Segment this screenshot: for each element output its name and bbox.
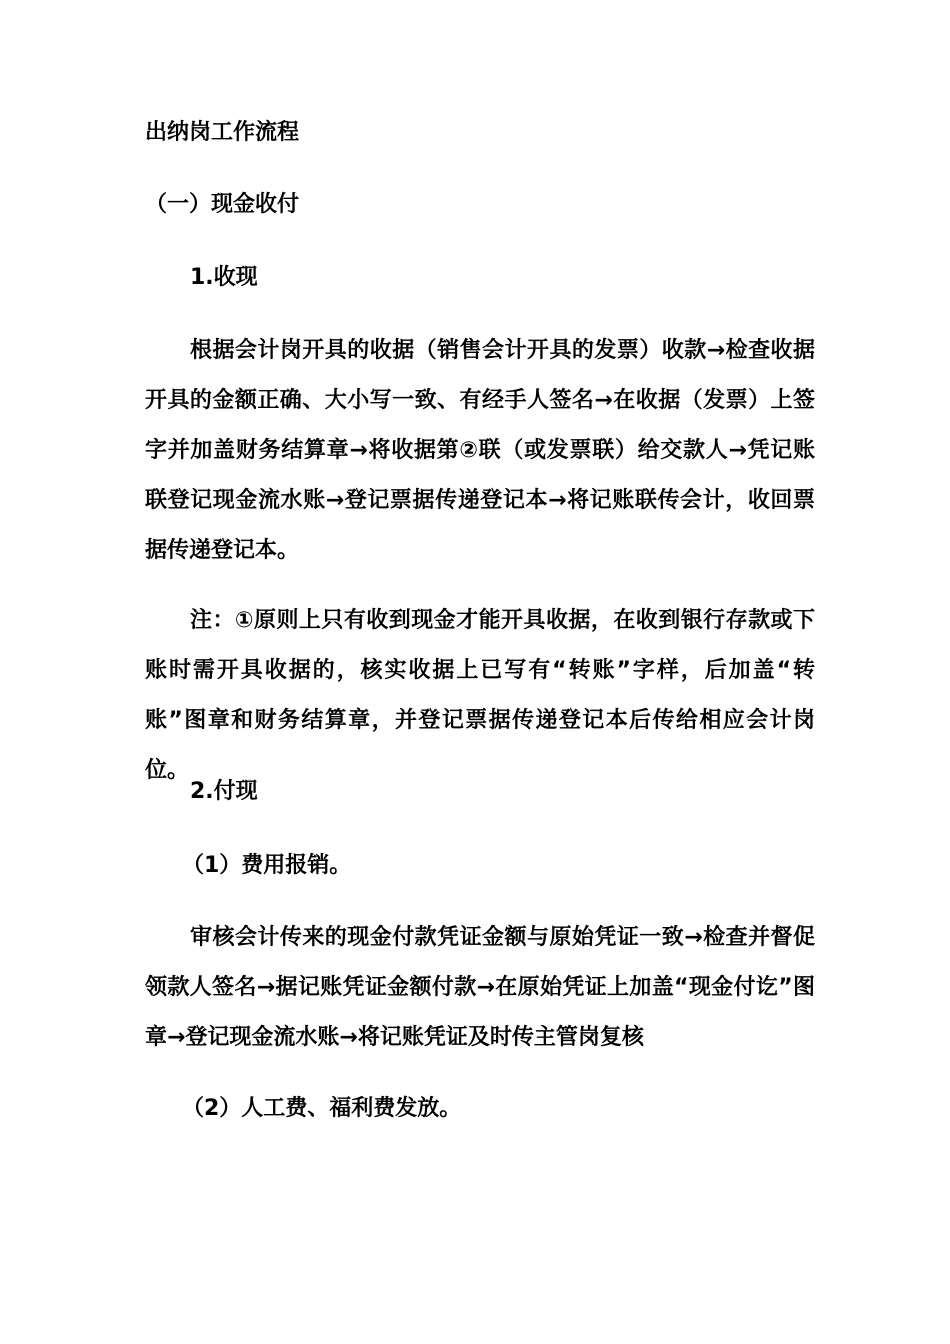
paragraph-expense-reimbursement: 审核会计传来的现金付款凭证金额与原始凭证一致→检查并督促领款人签名→据记账凭证金额付款→在原始凭证上加盖“现金付讫”图章→登记现金流水账→将记账凭证及时传主管岗复核 xyxy=(145,925,815,1050)
item-labor-welfare: （2）人工费、福利费发放。 xyxy=(182,1096,462,1121)
document-title: 出纳岗工作流程 xyxy=(145,120,300,145)
subheading-receive-cash: 1.收现 xyxy=(190,265,258,290)
paragraph-receive-cash: 根据会计岗开具的收据（销售会计开具的发票）收款→检查收据开具的金额正确、大小写一致、有经手人签名→在收据（发票）上签字并加盖财务结算章→将收据第②联（或发票联）给交款人→凭记账联登记现金流水账→登记票据传递登记本→将记账联传会计，收回票据传递登记本。 xyxy=(145,338,815,563)
section-heading-cash: （一）现金收付 xyxy=(145,192,300,217)
item-expense-reimbursement: （1）费用报销。 xyxy=(182,853,352,878)
subheading-pay-cash: 2.付现 xyxy=(190,779,258,804)
paragraph-note: 注：①原则上只有收到现金才能开具收据，在收到银行存款或下账时需开具收据的，核实收据上已写有“转账”字样，后加盖“转账”图章和财务结算章，并登记票据传递登记本后传给相应会计岗位。 xyxy=(145,608,815,783)
